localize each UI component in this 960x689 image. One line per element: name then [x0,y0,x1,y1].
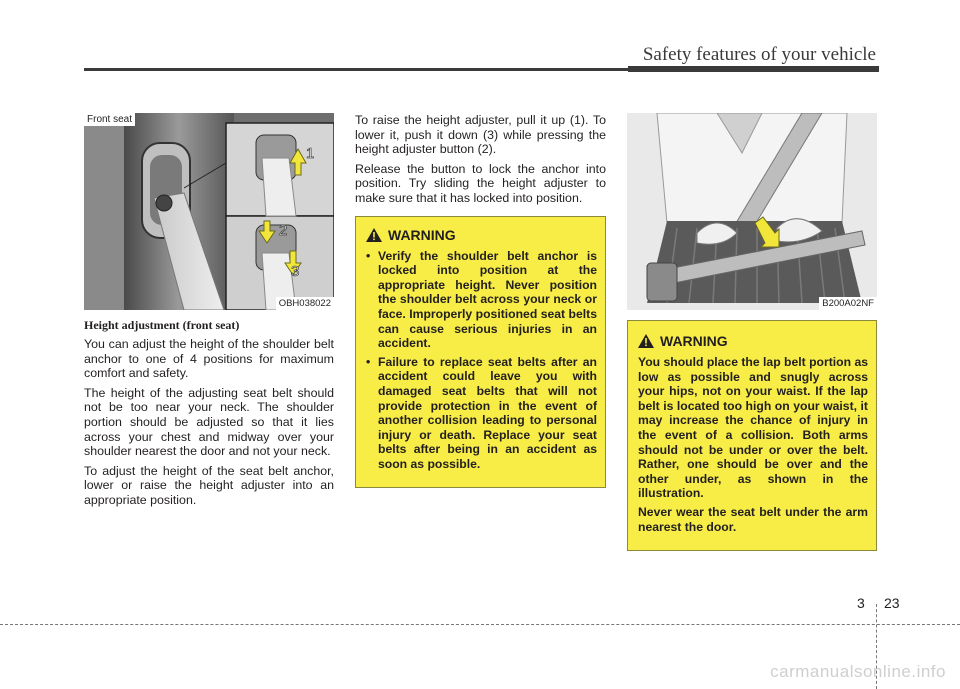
figure-label: Front seat [84,113,135,126]
lap-belt-drawing [627,113,877,310]
warning-triangle-icon [366,228,382,242]
warning-list [366,249,597,472]
adjuster-illustration [84,113,334,310]
right-column [627,113,877,551]
page-number: 23 [884,595,900,611]
callout-2: 2 [279,222,288,239]
header-rule-accent [628,66,879,72]
figure-code: B200A02NF [819,297,877,310]
paragraph: The height of the adjusting seat belt should not be too near your neck. The shoulder portion should be adjusted so that it lies across your chest and midway over your shoulder nearest the door and not your neck. [84,385,334,459]
paragraph: You can adjust the height of the shoulder belt anchor to one of 4 positions for maximum comfort and safety. [84,337,334,381]
subsection-heading: Height adjustment (front seat) [84,318,240,332]
callout-3: 3 [291,263,300,280]
middle-column [355,113,606,488]
warning-paragraph: Never wear the seat belt under the arm nearest the door. [638,504,868,534]
warning-title: WARNING [660,333,728,349]
warning-header [638,333,868,349]
paragraph: To adjust the height of the seat belt anchor, lower or raise the height adjuster into an appropriate position. [84,463,334,507]
footer-rule [0,624,960,625]
seat-belt-height-adjuster-photo [84,113,334,310]
warning-header [366,227,597,243]
warning-item: • Failure to replace seat belts after an accident could leave you with damaged seat belts that will not provide protection in the event of another collision leading to personal injury or death. Replace your seat belts after being in an accident as soon as possible. [366,354,597,471]
watermark: carmanualsonline.info [770,662,946,681]
warning-paragraph: You should place the lap belt portion as low as possible and snugly across your hips, not on your waist. If the lap belt is located too high on your waist, it may increase the chance of injury in the event of a collision. Both arms should not be under or over the belt. Rather, one should be over and the other under, as shown in the illustration. [638,355,869,501]
warning-title: WARNING [388,226,456,243]
warning-box [355,216,606,489]
figure-code: OBH038022 [276,297,334,310]
warning-triangle-icon [638,334,654,348]
section-title: Safety features of your vehicle [642,44,876,65]
chapter-number: 3 [857,595,865,611]
callout-1: 1 [306,145,315,162]
paragraph: Release the button to lock the anchor into position. Try sliding the height adjuster to make sure that it has locked into position. [355,161,606,205]
warning-box [627,320,877,551]
lap-belt-illustration [627,113,877,310]
paragraph: To raise the height adjuster, pull it up (1). To lower it, push it down (3) while pressing the height adjuster button (2). [355,113,606,157]
warning-item: • Verify the shoulder belt anchor is locked into position at the appropriate height. Never position the shoulder belt across your neck or face. Improperly positioned seat belts can cause serious injuries in an accident. [366,248,597,351]
left-column [84,113,334,513]
